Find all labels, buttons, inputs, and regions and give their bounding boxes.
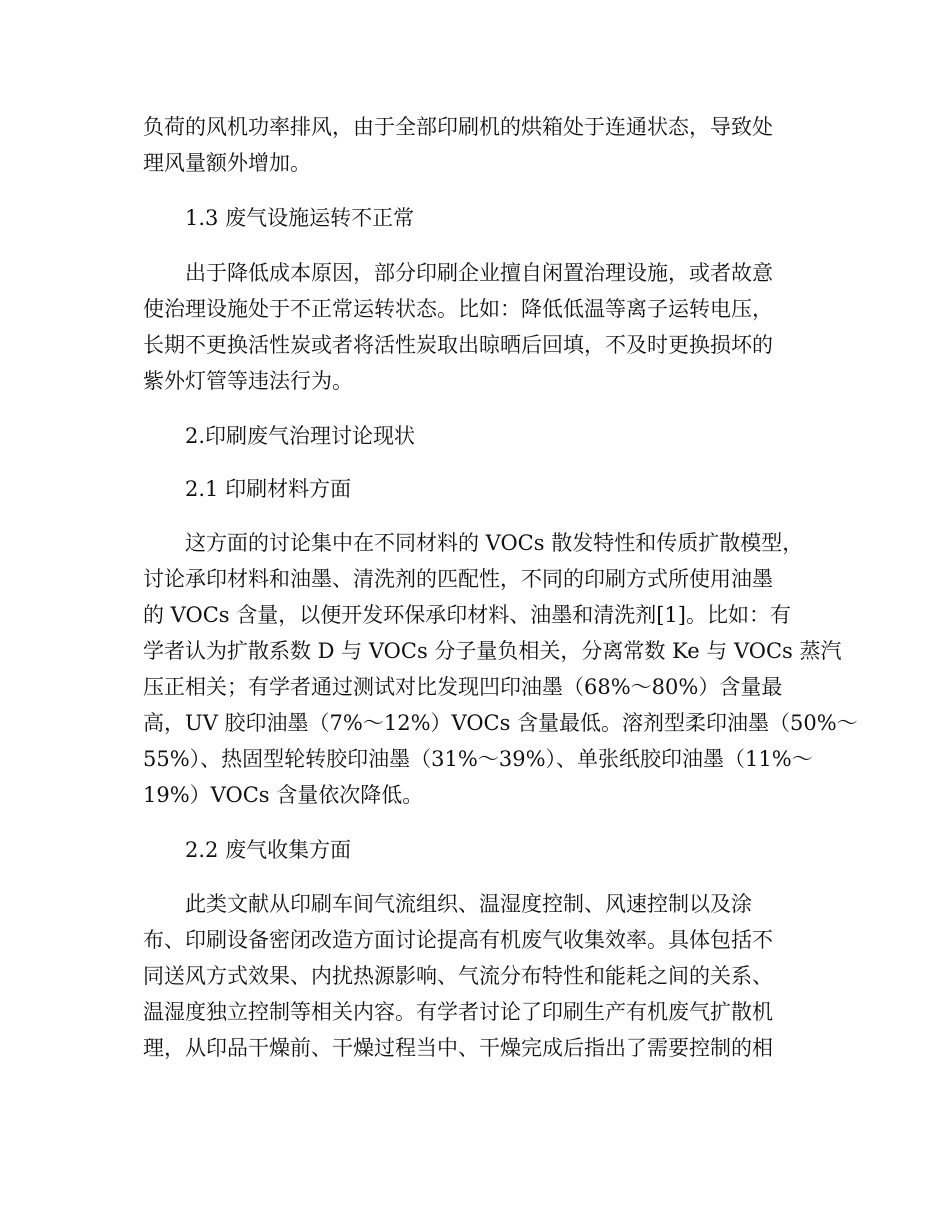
body-text-line: 理，从印品干燥前、干燥过程当中、干燥完成后指出了需要控制的相 <box>143 1036 773 1060</box>
body-text-line: 负荷的风机功率排风，由于全部印刷机的烘箱处于连通状态，导致处 <box>143 115 773 139</box>
body-text-line: 出于降低成本原因，部分印刷企业擅自闲置治理设施，或者故意 <box>185 261 773 285</box>
body-text-line: 此类文献从印刷车间气流组织、温湿度控制、风速控制以及涂 <box>185 892 752 916</box>
section-heading: 1.3 废气设施运转不正常 <box>185 206 415 230</box>
body-text-line: 55%）、热固型轮转胶印油墨（31%～39%）、单张纸胶印油墨（11%～ <box>143 747 813 771</box>
body-text-line: 使治理设施处于不正常运转状态。比如：降低低温等离子运转电压， <box>143 297 773 321</box>
body-text-line: 19%）VOCs 含量依次降低。 <box>143 783 424 807</box>
body-text-line: 长期不更换活性炭或者将活性炭取出晾晒后回填，不及时更换损坏的 <box>143 333 773 357</box>
body-text-line: 的 VOCs 含量，以便开发环保承印材料、油墨和清洗剂[1]。比如：有 <box>143 603 791 627</box>
body-text-line: 高，UV 胶印油墨（7%～12%）VOCs 含量最低。溶剂型柔印油墨（50%～ <box>143 711 858 735</box>
section-heading: 2.1 印刷材料方面 <box>185 477 352 501</box>
section-heading: 2.2 废气收集方面 <box>185 838 352 862</box>
body-text-line: 紫外灯管等违法行为。 <box>143 369 353 393</box>
body-text-line: 压正相关；有学者通过测试对比发现凹印油墨（68%～80%）含量最 <box>143 675 783 699</box>
body-text-line: 这方面的讨论集中在不同材料的 VOCs 散发特性和传质扩散模型， <box>185 531 804 555</box>
body-text-line: 理风量额外增加。 <box>143 151 311 175</box>
body-text-line: 布、印刷设备密闭改造方面讨论提高有机废气收集效率。具体包括不 <box>143 928 773 952</box>
body-text-line: 讨论承印材料和油墨、清洗剂的匹配性，不同的印刷方式所使用油墨 <box>143 567 773 591</box>
body-text-line: 同送风方式效果、内扰热源影响、气流分布特性和能耗之间的关系、 <box>143 964 773 988</box>
body-text-line: 温湿度独立控制等相关内容。有学者讨论了印刷生产有机废气扩散机 <box>143 1000 773 1024</box>
body-text-line: 学者认为扩散系数 D 与 VOCs 分子量负相关，分离常数 Ke 与 VOCs 蒸汽 <box>143 639 842 663</box>
section-heading: 2.印刷废气治理讨论现状 <box>185 424 416 448</box>
